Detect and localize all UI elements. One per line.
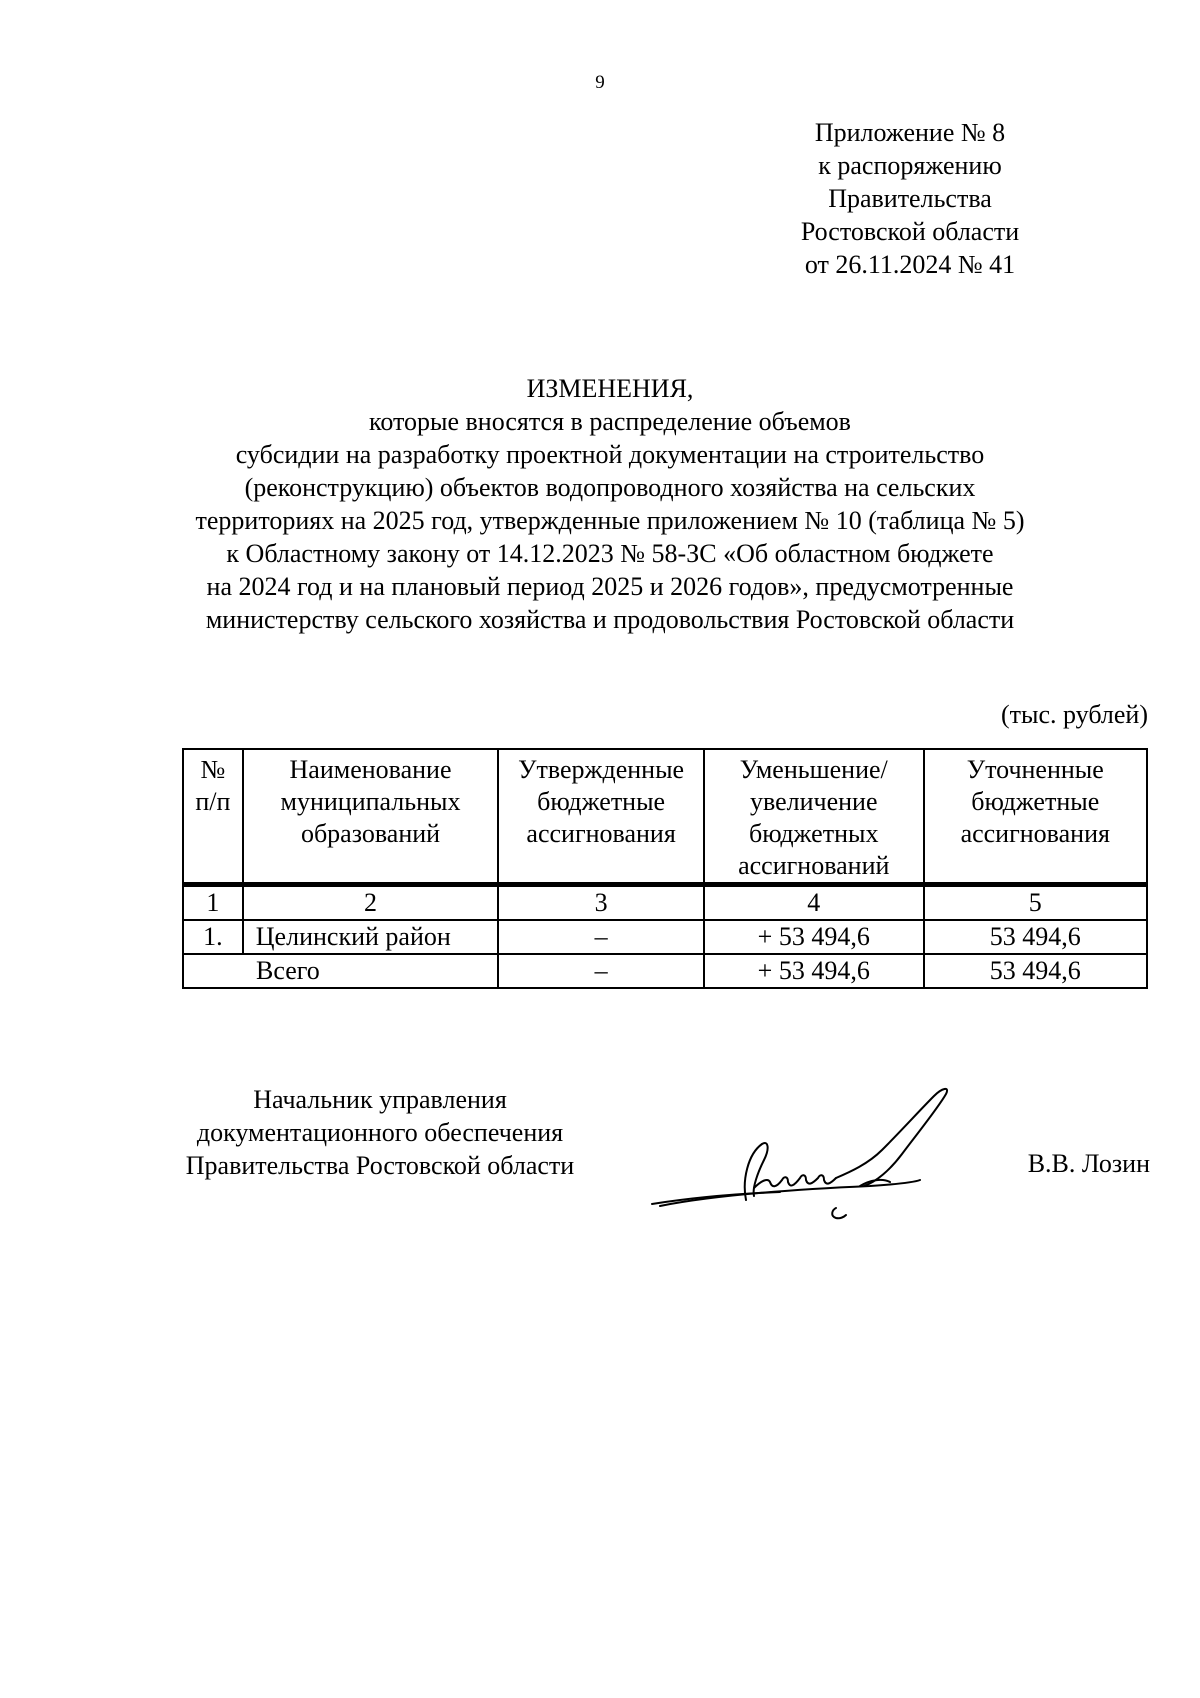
title-heading: ИЗМЕНЕНИЯ, bbox=[526, 374, 694, 403]
header-cell-approved: Утвержденные бюджетные ассигнования bbox=[498, 749, 704, 885]
refined-value: 53 494,6 bbox=[924, 920, 1148, 954]
title-line: территориях на 2025 год, утвержденные приложением № 10 (таблица № 5) bbox=[195, 506, 1025, 535]
units-label: (тыс. рублей) bbox=[1000, 700, 1148, 729]
title-line: (реконструкцию) объектов водопроводного хозяйства на сельских bbox=[244, 473, 976, 502]
table-header-row bbox=[183, 749, 1147, 885]
document-title bbox=[150, 372, 1070, 636]
title-line: к Областному закону от 14.12.2023 № 58-ЗС «Об областном бюджете bbox=[226, 539, 994, 568]
title-line: которые вносятся в распределение объемов bbox=[369, 407, 851, 436]
signatory-position bbox=[160, 1083, 600, 1182]
total-approved: – bbox=[498, 954, 704, 988]
total-row bbox=[183, 954, 1147, 988]
header-cell-number: № п/п bbox=[183, 749, 243, 885]
appendix-header bbox=[790, 116, 1030, 281]
position-line: документационного обеспечения bbox=[196, 1118, 564, 1147]
column-number: 4 bbox=[704, 885, 924, 921]
total-label: Всего bbox=[183, 954, 498, 988]
total-refined: 53 494,6 bbox=[924, 954, 1148, 988]
column-number-row bbox=[183, 885, 1147, 921]
column-number: 5 bbox=[924, 885, 1148, 921]
column-number: 3 bbox=[498, 885, 704, 921]
position-line: Правительства Ростовской области bbox=[185, 1151, 575, 1180]
appendix-line: к распоряжению bbox=[818, 151, 1002, 180]
total-change: + 53 494,6 bbox=[704, 954, 924, 988]
column-number: 1 bbox=[183, 885, 243, 921]
row-number: 1. bbox=[183, 920, 243, 954]
approved-value: – bbox=[498, 920, 704, 954]
signer-name: В.В. Лозин bbox=[1027, 1149, 1150, 1178]
handwritten-signature bbox=[650, 1068, 990, 1228]
title-line: на 2024 год и на плановый период 2025 и 2026 годов», предусмотренные bbox=[206, 572, 1014, 601]
position-line: Начальник управления bbox=[253, 1085, 507, 1114]
municipality-name: Целинский район bbox=[243, 920, 498, 954]
header-cell-municipality: Наименование муниципальных образований bbox=[243, 749, 498, 885]
appendix-line: от 26.11.2024 № 41 bbox=[804, 250, 1016, 279]
appendix-line: Приложение № 8 bbox=[814, 118, 1006, 147]
table-row bbox=[183, 920, 1147, 954]
header-cell-refined: Уточненные бюджетные ассигнования bbox=[924, 749, 1148, 885]
appendix-line: Ростовской области bbox=[800, 217, 1020, 246]
change-value: + 53 494,6 bbox=[704, 920, 924, 954]
allocation-table bbox=[182, 748, 1148, 989]
appendix-line: Правительства bbox=[828, 184, 992, 213]
title-line: министерству сельского хозяйства и продовольствия Ростовской области bbox=[205, 605, 1015, 634]
title-line: субсидии на разработку проектной документации на строительство bbox=[235, 440, 985, 469]
header-cell-change: Уменьшение/ увеличение бюджетных ассигнований bbox=[704, 749, 924, 885]
column-number: 2 bbox=[243, 885, 498, 921]
page-number: 9 bbox=[595, 72, 605, 93]
